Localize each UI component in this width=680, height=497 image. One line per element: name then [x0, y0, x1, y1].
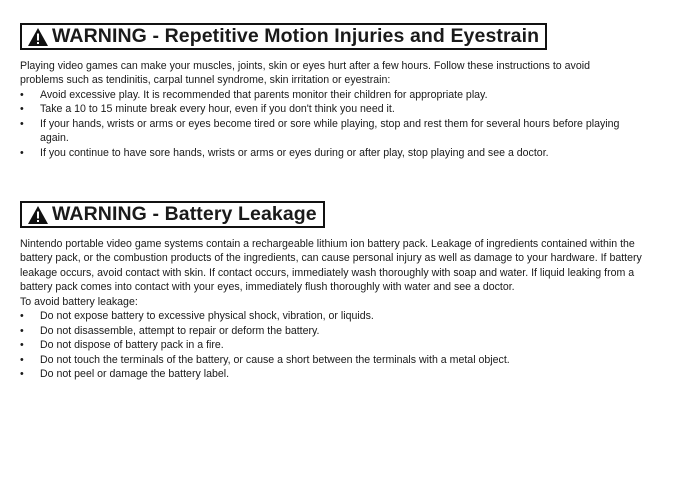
warning-heading: [20, 201, 325, 228]
instruction-list: [20, 88, 620, 161]
intro-paragraph: Nintendo portable video game systems contain a rechargeable lithium ion battery pack. Leakage of ingredients contained within the battery pack, or the combustion products of the ingredients, can cause personal injury as well as damage to your hardware. If battery leakage occurs, avoid contact with skin. If contact occurs, immediately wash thoroughly with soap and water. If liquid leaking from a battery pack comes into contact with your eyes, immediately flush thoroughly with water and see a doctor.: [20, 237, 642, 293]
list-item: [20, 102, 620, 117]
list-item-text: Do not touch the terminals of the battery, or cause a short between the terminals with a metal object.: [40, 353, 510, 366]
warning-title: WARNING - Repetitive Motion Injuries and Eyestrain: [52, 24, 540, 47]
instruction-list: [20, 309, 648, 382]
bullet: •: [20, 339, 24, 351]
intro-paragraph: Playing video games can make your muscles, joints, skin or eyes hurt after a few hours. Follow these instructions to avoid problems such as tendinitis, carpal tunnel syndrome, skin irritation or eyestrain:: [20, 59, 590, 86]
warning-heading: [20, 23, 547, 50]
warning-triangle-icon: [27, 27, 49, 47]
bullet: •: [20, 117, 24, 130]
list-intro: To avoid battery leakage:: [20, 295, 138, 308]
bullet: •: [20, 146, 24, 159]
warning-section-battery-leakage: [20, 201, 650, 382]
list-item: [20, 117, 620, 146]
list-item-text: Do not peel or damage the battery label.: [40, 368, 230, 380]
list-item-text: If you continue to have sore hands, wrists or arms or eyes during or after play, stop playing and see a doctor.: [40, 146, 549, 159]
list-item-text: Avoid excessive play. It is recommended that parents monitor their children for appropriate play.: [40, 88, 488, 101]
list-item: [20, 338, 648, 353]
list-item-text: Do not expose battery to excessive physical shock, vibration, or liquids.: [40, 310, 374, 322]
bullet: •: [20, 353, 24, 366]
list-item-text: Do not disassemble, attempt to repair or deform the battery.: [40, 324, 320, 337]
bullet: •: [20, 88, 24, 101]
list-item-text: Do not dispose of battery pack in a fire.: [40, 339, 224, 351]
list-item: [20, 309, 648, 324]
warning-section-repetitive-motion: [20, 23, 650, 160]
warning-title: WARNING - Battery Leakage: [52, 202, 317, 225]
list-item: [20, 324, 648, 339]
bullet: •: [20, 324, 24, 337]
list-item: [20, 146, 620, 161]
bullet: •: [20, 310, 24, 322]
bullet: •: [20, 368, 24, 380]
list-item: [20, 367, 648, 382]
list-item-text: Take a 10 to 15 minute break every hour, even if you don't think you need it.: [40, 103, 395, 115]
list-item: [20, 353, 648, 368]
list-item-text: If your hands, wrists or arms or eyes become tired or sore while playing, stop and rest them for several hours before playing again.: [40, 117, 620, 144]
warning-triangle-icon: [27, 205, 49, 225]
bullet: •: [20, 103, 24, 115]
list-item: [20, 88, 620, 103]
